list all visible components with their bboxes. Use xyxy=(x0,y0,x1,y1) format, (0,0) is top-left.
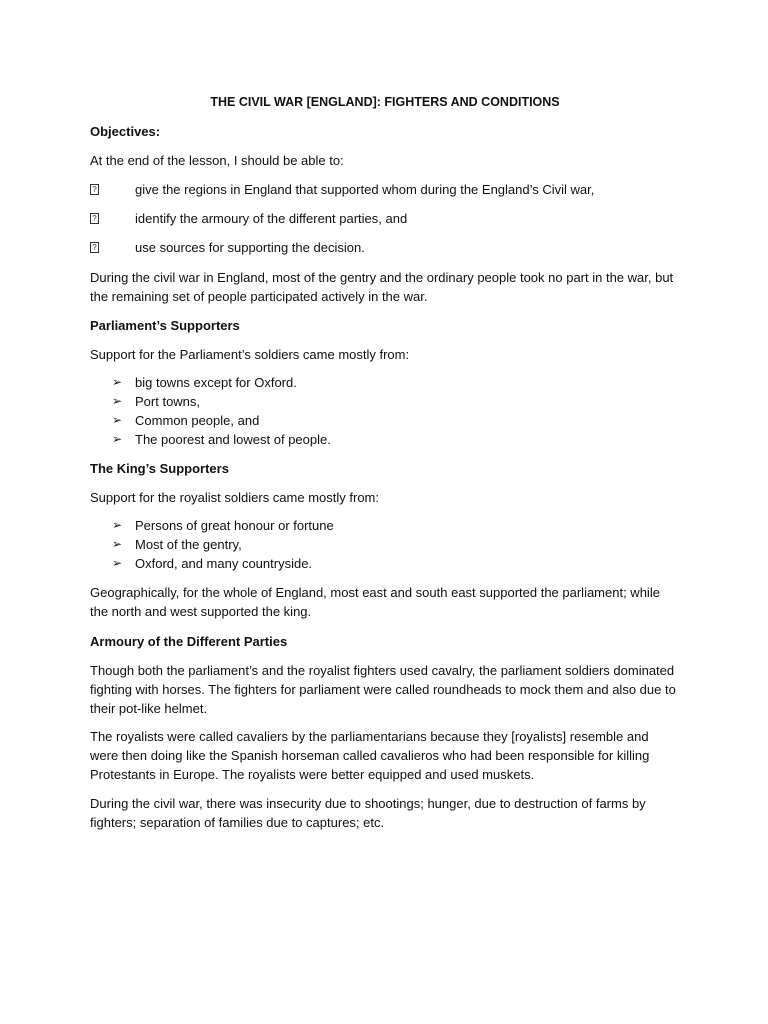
armoury-paragraph: The royalists were called cavaliers by the parliamentarians because they [royalists] resemble and were then doing like the Spanish horseman called cavalieros who had been responsible for killing Protestants in Europe. The royalists were better equipped and used muskets. xyxy=(90,729,650,782)
intro-paragraph: During the civil war in England, most of the gentry and the ordinary people took no part in the war, but the remaining set of people participated actively in the war. xyxy=(90,270,674,304)
objective-item-text: give the regions in England that supported whom during the England’s Civil war, xyxy=(135,182,595,197)
geography-paragraph: Geographically, for the whole of England, most east and south east supported the parliament; while the north and west supported the king. xyxy=(90,585,660,619)
king-intro: Support for the royalist soldiers came mostly from: xyxy=(90,490,379,505)
objectives-intro: At the end of the lesson, I should be able to: xyxy=(90,153,344,168)
parliament-supporters-list xyxy=(90,373,680,449)
armoury-heading: Armoury of the Different Parties xyxy=(90,634,288,649)
missing-glyph-bullet-icon: ? xyxy=(90,213,99,224)
list-item: ➢ Common people, and xyxy=(112,413,260,428)
arrow-bullet-icon: ➢ xyxy=(112,556,123,570)
objective-item-text: use sources for supporting the decision. xyxy=(135,240,365,255)
missing-glyph-bullet-icon: ? xyxy=(90,184,99,195)
objectives-heading: Objectives: xyxy=(90,124,161,139)
missing-glyph-bullet-icon: ? xyxy=(90,242,99,253)
king-heading: The King’s Supporters xyxy=(90,461,229,476)
list-item: ➢ Port towns, xyxy=(112,394,201,409)
list-item: ➢ Most of the gentry, xyxy=(112,537,242,552)
armoury-paragraph: Though both the parliament’s and the royalist fighters used cavalry, the parliament soldiers dominated fighting with horses. The fighters for parliament were called roundheads to mock them and also due to their pot-like helmet. xyxy=(90,663,676,716)
list-item: ➢ Persons of great honour or fortune xyxy=(112,518,334,533)
parliament-heading: Parliament’s Supporters xyxy=(90,318,240,333)
list-item: ➢ big towns except for Oxford. xyxy=(112,375,297,390)
list-item: ➢ The poorest and lowest of people. xyxy=(112,432,331,447)
arrow-bullet-icon: ➢ xyxy=(112,432,123,446)
arrow-bullet-icon: ➢ xyxy=(112,394,123,408)
list-item: ➢ Oxford, and many countryside. xyxy=(112,556,313,571)
document-title: THE CIVIL WAR [ENGLAND]: FIGHTERS AND CONDITIONS xyxy=(210,95,560,109)
king-supporters-list xyxy=(90,516,680,573)
arrow-bullet-icon: ➢ xyxy=(112,375,123,389)
arrow-bullet-icon: ➢ xyxy=(112,518,123,532)
objective-item-text: identify the armoury of the different parties, and xyxy=(135,211,408,226)
arrow-bullet-icon: ➢ xyxy=(112,537,123,551)
arrow-bullet-icon: ➢ xyxy=(112,413,123,427)
conditions-paragraph: During the civil war, there was insecurity due to shootings; hunger, due to destruction of farms by fighters; separation of families due to captures; etc. xyxy=(90,796,646,830)
parliament-intro: Support for the Parliament’s soldiers came mostly from: xyxy=(90,347,410,362)
